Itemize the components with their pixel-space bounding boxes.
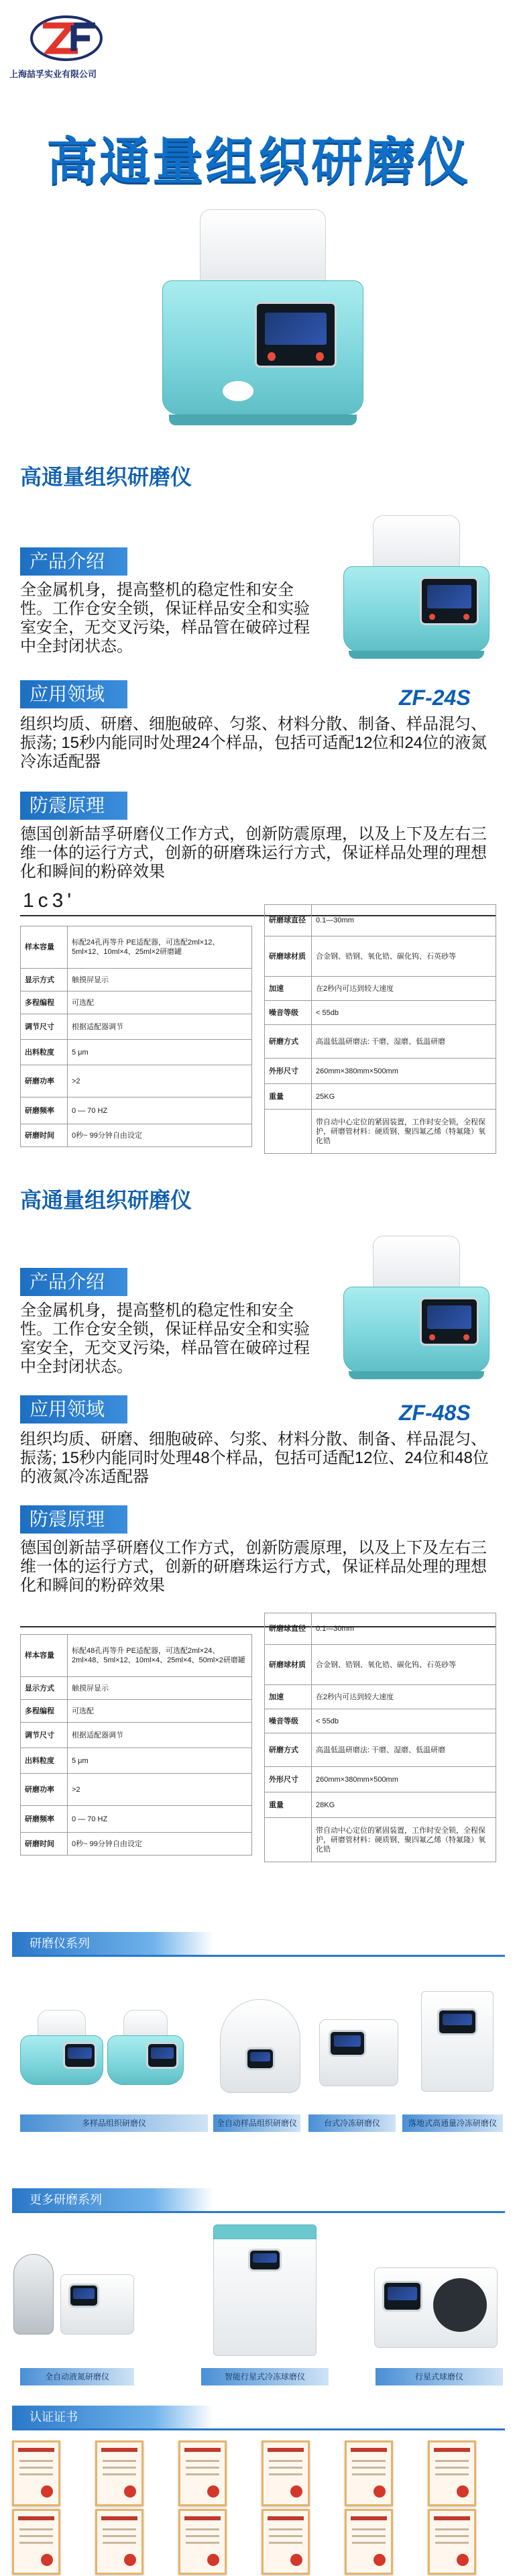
more-strip: 更多研磨系列 [12,2188,213,2211]
spec-value: 触摸屏显示 [72,975,109,984]
spec-table-right [264,1613,496,1862]
series-caption: 落地式高通量冷冻研磨仪 [402,2114,503,2132]
spec-value: 在2秒内可达到较大速度 [316,1693,394,1701]
table-row [21,1039,251,1065]
spec-value: 根据适配器调节 [72,1022,123,1031]
product-section-title: 高通量组织研磨仪 [20,465,192,489]
spec-key: 重量 [265,1084,312,1109]
spec-value: 0秒~ 99分钟自由设定 [72,1839,142,1848]
apps-tag: 应用领域 [20,1395,127,1424]
table-row [265,1644,496,1684]
spec-table-left [20,926,252,1147]
spec-value: >2 [72,1077,80,1085]
series-caption: 全自动样品组织研磨仪 [213,2114,300,2132]
spec-key: 研磨频率 [21,1806,68,1832]
apps-text: 组织均质、研磨、细胞破碎、匀浆、材料分散、制备、样品混匀、振荡; 15秒内能同时处理48个样品，包括可适配12位、24位和48位的液氮冷冻适配器 [20,1430,489,1486]
table-row [21,1805,251,1832]
table-row [21,1773,251,1805]
product-section-title: 高通量组织研磨仪 [20,1188,192,1212]
certificate-image [12,2509,60,2575]
spec-table [20,885,496,1167]
spec-value: 带自动中心定位的紧固装置，工作时安全锁，全程保护，研磨管材料：硬质钢、聚四氟乙烯（特氟隆）氧化锆 [316,1118,485,1145]
table-row [265,1613,496,1644]
spec-key: 外形尺寸 [265,1059,312,1083]
spec-table-heading: 1c3' [20,885,496,916]
spec-value: 可选配 [72,1707,94,1715]
spec-value: < 55db [316,1717,339,1725]
spec-key: 研磨球材质 [265,936,312,976]
spec-key: 研磨方式 [265,1025,312,1058]
spec-value: 在2秒内可达到较大速度 [316,984,394,993]
spec-key: 研磨球材质 [265,1645,312,1684]
spec-value: 28KG [316,1801,335,1809]
spec-key [265,1818,312,1862]
table-row [265,1024,496,1058]
spec-value: 0 — 70 HZ [72,1815,108,1823]
intro-text: 全金属机身，提高整机的稳定性和安全性。工作仓安全锁，保证样品安全和实验室安全，无交叉污染，样品管在破碎过程中全封闭状态。 [20,581,310,655]
more-product-image [201,2222,329,2363]
spec-key [265,1110,312,1153]
spec-key: 显示方式 [21,1677,68,1699]
spec-value: 根据适配器调节 [72,1731,123,1739]
spec-value: 260mm×380mm×500mm [316,1067,398,1075]
spec-value: 标配24孔再等升 PE适配器，可选配2ml×12、5ml×12、10ml×4、25ml×2研磨罐 [72,938,220,956]
spec-key: 研磨功率 [21,1065,68,1097]
spec-value: 合金钢、锆钢、氧化锆、碳化钨、石英砂等 [316,1660,456,1669]
series-product-image [213,1986,307,2100]
table-row [21,1699,251,1722]
table-row [21,1124,251,1146]
spec-key: 加速 [265,977,312,1000]
table-row [21,1676,251,1699]
table-row [21,1722,251,1748]
series-divider [12,1955,505,1957]
certificate-image [95,2509,143,2575]
spec-value: 5 μm [72,1048,89,1057]
spec-key: 研磨时间 [21,1124,68,1146]
certificate-image [345,2440,393,2506]
intro-tag: 产品介绍 [20,547,127,576]
product-image-zf24s [333,507,500,668]
spec-table-left [20,1634,252,1856]
spec-key: 噪音等级 [265,1709,312,1733]
spec-value: 0秒~ 99分钟自由设定 [72,1131,142,1140]
more-caption: 行星式球磨仪 [376,2368,503,2385]
spec-value: 带自动中心定位的紧固装置，工作时安全锁，全程保护，研磨管材料：硬质钢、聚四氟乙烯（特氟隆）氧化锆 [316,1826,485,1854]
spec-key: 外形尺寸 [265,1767,312,1792]
series-strip: 研磨仪系列 [12,1932,213,1955]
spec-value: 标配48孔再等升 PE适配器，可选配2ml×24、2ml×48、5ml×12、10ml×4、25ml×4、50ml×2研磨罐 [72,1647,245,1664]
table-row [265,1792,496,1817]
product-image-zf48s [333,1228,500,1389]
spec-value: 0 — 70 HZ [72,1106,108,1115]
table-row [265,1000,496,1024]
spec-key: 出料粒度 [21,1748,68,1773]
spec-value: 高温低温研磨法: 干磨、湿磨、低温研磨 [316,1037,446,1046]
spec-value: 高温低温研磨法: 干磨、湿磨、低温研磨 [316,1746,446,1754]
cert-strip: 认证证书 [12,2406,213,2428]
spec-key: 出料粒度 [21,1040,68,1065]
table-row [21,968,251,991]
table-row [21,991,251,1014]
shock-tag: 防震原理 [20,792,127,820]
table-row [21,1748,251,1773]
spec-value: < 55db [316,1008,339,1017]
more-caption: 全自动液氮研磨仪 [20,2368,134,2385]
more-product-image [13,2247,141,2348]
spec-value: 260mm×380mm×500mm [316,1775,398,1784]
spec-key: 多程编程 [21,1700,68,1722]
spec-key: 调节尺寸 [21,1014,68,1039]
table-row [265,905,496,936]
table-row [265,1766,496,1792]
company-logo [9,13,137,78]
spec-key: 调节尺寸 [21,1723,68,1748]
spec-value: 25KG [316,1092,335,1101]
certificate-image [262,2509,310,2575]
table-row [265,1709,496,1733]
table-row [21,1635,251,1676]
spec-key: 研磨方式 [265,1733,312,1766]
series-product-image [102,2006,189,2093]
hero-title: 高通量组织研磨仪 [46,131,471,191]
intro-text: 全金属机身，提高整机的稳定性和安全性。工作仓安全锁，保证样品安全和实验室安全，无交叉污染，样品管在破碎过程中全封闭状态。 [20,1301,310,1376]
spec-key: 样本容量 [21,1635,68,1676]
table-row [265,1058,496,1083]
certificate-image [12,2440,60,2506]
apps-tag: 应用领域 [20,680,127,708]
certificate-image [95,2440,143,2506]
series-caption: 台式冷冻研磨仪 [308,2114,396,2132]
spec-key: 重量 [265,1792,312,1817]
company-name: 上海喆孚实业有限公司 [9,69,97,79]
spec-key: 研磨球直径 [265,1613,312,1644]
certificate-image [428,2440,476,2506]
model-label: ZF-48S [399,1401,471,1425]
certificate-image [262,2440,310,2506]
spec-key: 多程编程 [21,991,68,1014]
spec-table-right [264,904,496,1154]
model-label: ZF-24S [399,686,471,710]
cert-divider [12,2428,505,2430]
spec-value: >2 [72,1785,80,1794]
table-row [21,1014,251,1039]
spec-key: 显示方式 [21,969,68,991]
spec-key: 研磨功率 [21,1774,68,1805]
spec-key: 加速 [265,1685,312,1709]
apps-text: 组织均质、研磨、细胞破碎、匀浆、材料分散、制备、样品混匀、振荡; 15秒内能同时处理24个样品，包括可适配12位和24位的液氮冷冻适配器 [20,715,487,771]
spec-key: 研磨球直径 [265,905,312,936]
intro-tag: 产品介绍 [20,1268,127,1296]
spec-value: 合金钢、锆钢、氧化锆、碳化钨、石英砂等 [316,952,456,961]
table-row [21,926,251,968]
spec-key: 研磨时间 [21,1833,68,1855]
more-caption: 智能行星式冷冻球磨仪 [201,2368,329,2385]
certificate-image [345,2509,393,2575]
shock-text: 德国创新喆孚研磨仪工作方式，创新防震原理，以及上下及左右三维一体的运行方式，创新的研磨珠运行方式，保证样品处理的理想化和瞬间的粉碎效果 [20,1539,487,1595]
table-row [265,1817,496,1862]
certificate-image [178,2509,227,2575]
zf-logo-icon [30,13,103,63]
more-product-image [369,2261,503,2355]
spec-value: 触摸屏显示 [72,1684,109,1693]
more-divider [12,2211,505,2213]
table-row [21,1097,251,1124]
hero-product-image [142,201,384,443]
series-caption: 多样品组织研磨仪 [20,2114,208,2132]
table-row [265,1083,496,1109]
certificate-image [428,2509,476,2575]
table-row [265,976,496,1000]
shock-tag: 防震原理 [20,1505,127,1534]
spec-key: 研磨频率 [21,1097,68,1124]
series-product-image [315,2012,402,2093]
table-row [21,1832,251,1855]
shock-text: 德国创新喆孚研磨仪工作方式，创新防震原理，以及上下及左右三维一体的运行方式，创新的研磨珠运行方式，保证样品处理的理想化和瞬间的粉碎效果 [20,825,487,881]
spec-key: 噪音等级 [265,1001,312,1024]
spec-value: 可选配 [72,998,94,1007]
spec-key: 样本容量 [21,926,68,968]
series-product-image [410,1988,504,2096]
table-row [265,1684,496,1709]
spec-value: 5 μm [72,1756,89,1765]
spec-table [20,1597,496,1878]
table-row [265,1109,496,1153]
spec-value: 0.1—30mm [316,1625,354,1633]
table-row [21,1065,251,1097]
table-row [265,1733,496,1766]
series-product-image [15,2006,109,2093]
certificate-image [178,2440,227,2506]
spec-value: 0.1—30mm [316,916,354,924]
table-row [265,936,496,976]
